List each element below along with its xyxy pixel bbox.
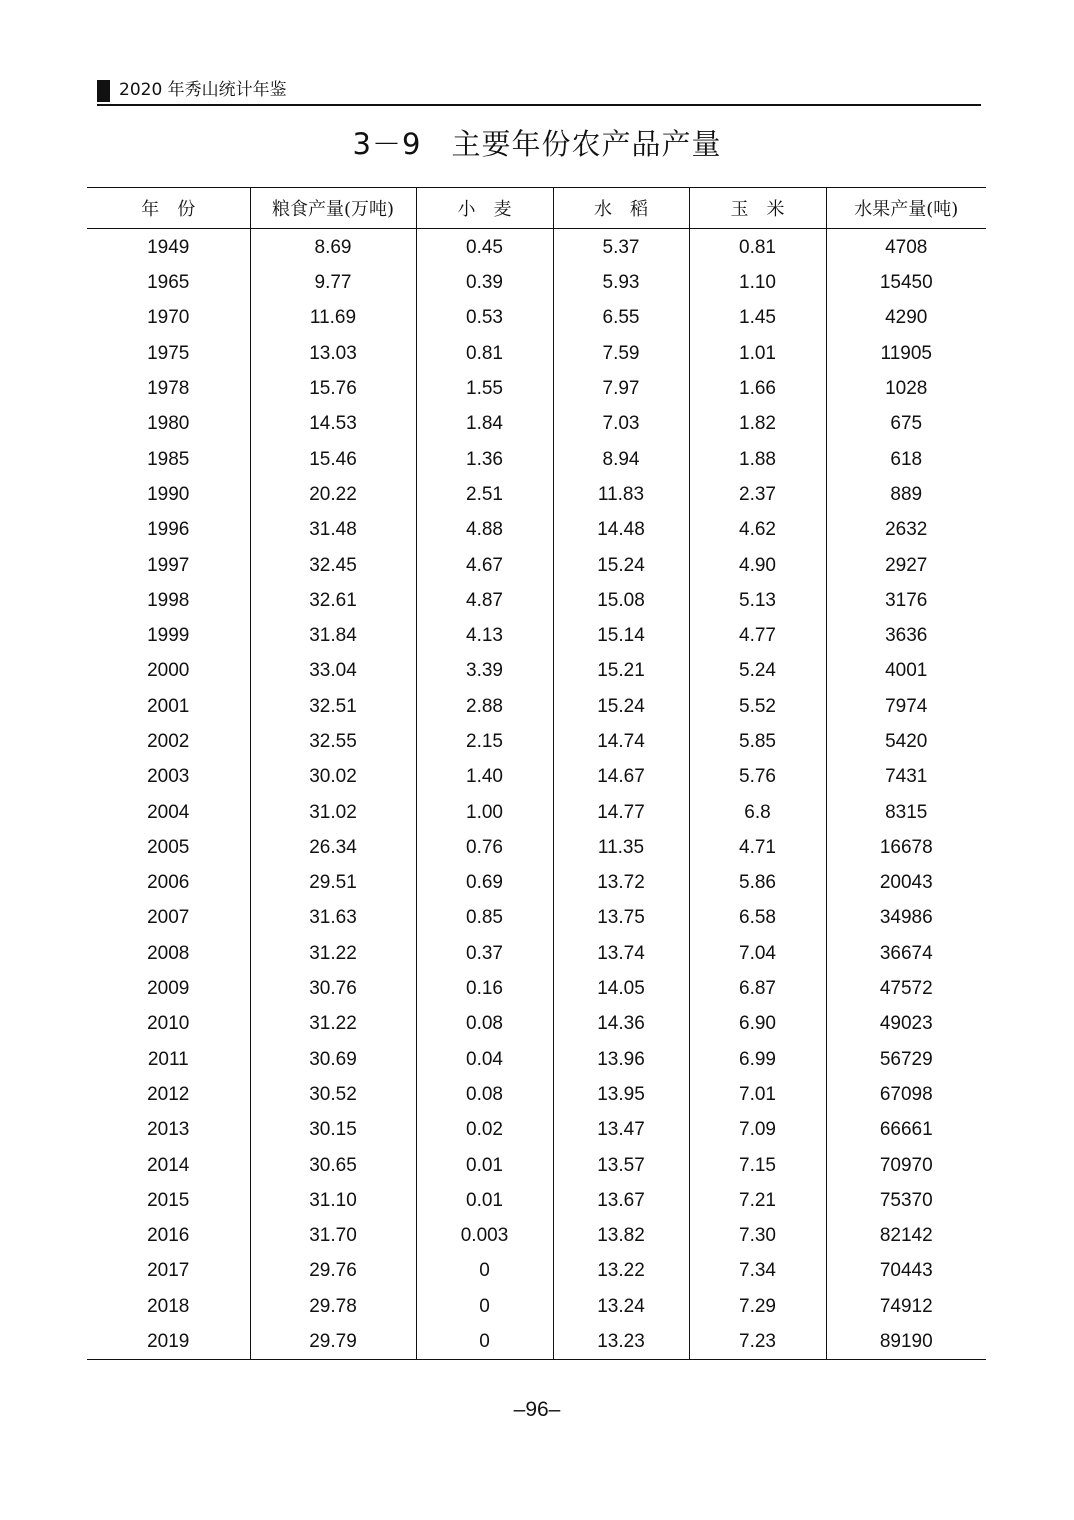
cell-wheat: 0.01 xyxy=(416,1183,553,1218)
cell-year: 1949 xyxy=(147,237,190,258)
cell-corn: 1.45 xyxy=(689,300,826,335)
cell-grain: 30.02 xyxy=(250,759,416,794)
table-row xyxy=(87,1324,986,1360)
cell-rice: 13.96 xyxy=(553,1042,689,1077)
cell-rice: 14.36 xyxy=(553,1006,689,1041)
cell-fruit: 56729 xyxy=(826,1042,986,1077)
cell-year: 1970 xyxy=(147,307,190,329)
cell-fruit: 2927 xyxy=(826,547,986,582)
cell-fruit: 70970 xyxy=(826,1147,986,1182)
table-row xyxy=(87,1042,986,1077)
cell-grain: 31.22 xyxy=(250,1006,416,1041)
cell-fruit: 4001 xyxy=(826,653,986,688)
cell-rice: 8.94 xyxy=(553,441,689,476)
cell-wheat: 0.003 xyxy=(416,1218,553,1253)
cell-fruit: 889 xyxy=(826,477,986,512)
table-row xyxy=(87,830,986,865)
cell-wheat: 1.40 xyxy=(416,759,553,794)
table-row xyxy=(87,794,986,829)
cell-fruit: 4708 xyxy=(826,229,986,266)
cell-grain: 33.04 xyxy=(250,653,416,688)
cell-year: 2012 xyxy=(147,1083,190,1105)
cell-rice: 13.75 xyxy=(553,900,689,935)
cell-grain: 31.48 xyxy=(250,512,416,547)
page-number: –96– xyxy=(513,1398,561,1421)
cell-wheat: 0.02 xyxy=(416,1112,553,1147)
cell-corn: 4.77 xyxy=(689,618,826,653)
table-body xyxy=(87,229,986,1360)
cell-rice: 13.23 xyxy=(553,1324,689,1360)
cell-fruit: 5420 xyxy=(826,724,986,759)
table-row xyxy=(87,1112,986,1147)
cell-corn: 5.24 xyxy=(689,653,826,688)
cell-fruit: 618 xyxy=(826,441,986,476)
cell-year: 2011 xyxy=(147,1048,189,1070)
cell-rice: 13.72 xyxy=(553,865,689,900)
cell-fruit: 75370 xyxy=(826,1183,986,1218)
cell-year: 1965 xyxy=(147,272,190,294)
table-row xyxy=(87,1006,986,1041)
table-title: 3－9 主要年份农产品产量 xyxy=(352,127,722,161)
table-row xyxy=(87,406,986,441)
cell-grain: 15.76 xyxy=(250,371,416,406)
cell-grain: 26.34 xyxy=(250,830,416,865)
cell-corn: 1.88 xyxy=(689,441,826,476)
cell-fruit: 4290 xyxy=(826,300,986,335)
cell-wheat: 2.88 xyxy=(416,689,553,724)
cell-rice: 15.14 xyxy=(553,618,689,653)
cell-grain: 20.22 xyxy=(250,477,416,512)
cell-wheat: 2.15 xyxy=(416,724,553,759)
cell-rice: 13.47 xyxy=(553,1112,689,1147)
cell-rice: 14.67 xyxy=(553,759,689,794)
cell-year: 2016 xyxy=(147,1225,190,1247)
cell-rice: 6.55 xyxy=(553,300,689,335)
running-header xyxy=(97,78,981,106)
cell-year: 1978 xyxy=(147,378,190,400)
cell-rice: 11.35 xyxy=(553,830,689,865)
cell-year: 2018 xyxy=(147,1295,190,1317)
cell-fruit: 36674 xyxy=(826,936,986,971)
cell-year: 2008 xyxy=(147,942,190,964)
cell-fruit: 3176 xyxy=(826,583,986,618)
column-header-grain: 粮食产量(万吨) xyxy=(250,188,416,229)
cell-fruit: 66661 xyxy=(826,1112,986,1147)
cell-wheat: 4.13 xyxy=(416,618,553,653)
cell-fruit: 47572 xyxy=(826,971,986,1006)
cell-grain: 31.02 xyxy=(250,794,416,829)
cell-grain: 11.69 xyxy=(250,300,416,335)
cell-year: 2010 xyxy=(147,1013,190,1035)
cell-corn: 1.10 xyxy=(689,265,826,300)
cell-wheat: 0.53 xyxy=(416,300,553,335)
cell-rice: 13.22 xyxy=(553,1253,689,1288)
cell-year: 2005 xyxy=(147,836,190,858)
table-row xyxy=(87,512,986,547)
cell-fruit: 7974 xyxy=(826,689,986,724)
cell-rice: 7.97 xyxy=(553,371,689,406)
table-row xyxy=(87,1147,986,1182)
cell-wheat: 1.84 xyxy=(416,406,553,441)
cell-wheat: 0.04 xyxy=(416,1042,553,1077)
cell-rice: 13.82 xyxy=(553,1218,689,1253)
cell-fruit: 67098 xyxy=(826,1077,986,1112)
cell-corn: 5.85 xyxy=(689,724,826,759)
cell-corn: 7.29 xyxy=(689,1289,826,1324)
cell-rice: 15.08 xyxy=(553,583,689,618)
table-row xyxy=(87,1253,986,1288)
table-row xyxy=(87,936,986,971)
cell-grain: 30.65 xyxy=(250,1147,416,1182)
table-row xyxy=(87,229,986,266)
header-row xyxy=(87,188,986,229)
cell-fruit: 82142 xyxy=(826,1218,986,1253)
table-row xyxy=(87,865,986,900)
cell-wheat: 0 xyxy=(416,1289,553,1324)
table-row xyxy=(87,441,986,476)
cell-rice: 11.83 xyxy=(553,477,689,512)
cell-grain: 32.51 xyxy=(250,689,416,724)
cell-year: 2009 xyxy=(147,978,190,1000)
cell-rice: 15.24 xyxy=(553,547,689,582)
cell-corn: 7.34 xyxy=(689,1253,826,1288)
cell-corn: 7.23 xyxy=(689,1324,826,1360)
cell-grain: 31.22 xyxy=(250,936,416,971)
cell-fruit: 20043 xyxy=(826,865,986,900)
cell-year: 2015 xyxy=(147,1189,190,1211)
cell-year: 2006 xyxy=(147,872,190,894)
cell-corn: 7.01 xyxy=(689,1077,826,1112)
cell-rice: 15.24 xyxy=(553,689,689,724)
cell-wheat: 0.08 xyxy=(416,1077,553,1112)
cell-corn: 7.21 xyxy=(689,1183,826,1218)
table-row xyxy=(87,300,986,335)
cell-wheat: 0 xyxy=(416,1253,553,1288)
cell-corn: 7.30 xyxy=(689,1218,826,1253)
table-row xyxy=(87,1218,986,1253)
table-row xyxy=(87,724,986,759)
cell-fruit: 675 xyxy=(826,406,986,441)
cell-year: 2019 xyxy=(87,1324,250,1360)
cell-fruit: 8315 xyxy=(826,794,986,829)
cell-fruit: 15450 xyxy=(826,265,986,300)
cell-fruit: 70443 xyxy=(826,1253,986,1288)
cell-fruit: 7431 xyxy=(826,759,986,794)
table-row xyxy=(87,759,986,794)
cell-wheat: 0.37 xyxy=(416,936,553,971)
cell-fruit: 2632 xyxy=(826,512,986,547)
cell-grain: 29.51 xyxy=(250,865,416,900)
cell-corn: 6.87 xyxy=(689,971,826,1006)
cell-rice: 13.57 xyxy=(553,1147,689,1182)
cell-wheat: 0.39 xyxy=(416,265,553,300)
cell-corn: 6.99 xyxy=(689,1042,826,1077)
cell-wheat: 0.45 xyxy=(416,229,553,266)
cell-corn: 5.76 xyxy=(689,759,826,794)
column-header-fruit: 水果产量(吨) xyxy=(826,188,986,229)
table-row xyxy=(87,900,986,935)
cell-grain: 30.69 xyxy=(250,1042,416,1077)
cell-grain: 29.76 xyxy=(250,1253,416,1288)
cell-corn: 6.58 xyxy=(689,900,826,935)
cell-wheat: 4.67 xyxy=(416,547,553,582)
cell-rice: 13.95 xyxy=(553,1077,689,1112)
cell-grain: 32.61 xyxy=(250,583,416,618)
cell-year: 1996 xyxy=(147,519,190,541)
cell-rice: 14.74 xyxy=(553,724,689,759)
cell-year: 1998 xyxy=(147,589,190,611)
cell-grain: 8.69 xyxy=(250,229,416,266)
cell-year: 2003 xyxy=(147,766,190,788)
cell-rice: 7.03 xyxy=(553,406,689,441)
cell-fruit: 3636 xyxy=(826,618,986,653)
cell-rice: 15.21 xyxy=(553,653,689,688)
cell-year: 1997 xyxy=(147,554,190,576)
cell-corn: 4.62 xyxy=(689,512,826,547)
cell-wheat: 1.36 xyxy=(416,441,553,476)
table-row xyxy=(87,336,986,371)
header-marker xyxy=(97,80,110,102)
cell-year: 2007 xyxy=(147,907,190,929)
cell-wheat: 1.00 xyxy=(416,794,553,829)
cell-corn: 4.71 xyxy=(689,830,826,865)
cell-corn: 1.82 xyxy=(689,406,826,441)
production-table xyxy=(87,187,986,1360)
cell-year: 2000 xyxy=(147,660,190,682)
cell-fruit: 34986 xyxy=(826,900,986,935)
cell-wheat: 0.85 xyxy=(416,900,553,935)
cell-year: 1990 xyxy=(147,483,190,505)
cell-corn: 6.8 xyxy=(689,794,826,829)
cell-year: 2002 xyxy=(147,731,190,752)
cell-rice: 13.67 xyxy=(553,1183,689,1218)
cell-rice: 14.77 xyxy=(553,794,689,829)
cell-year: 1999 xyxy=(147,625,190,647)
cell-wheat: 3.39 xyxy=(416,653,553,688)
column-header-corn: 玉 米 xyxy=(689,188,826,229)
cell-wheat: 0.76 xyxy=(416,830,553,865)
table-row xyxy=(87,265,986,300)
cell-corn: 5.86 xyxy=(689,865,826,900)
cell-year: 2014 xyxy=(147,1154,190,1176)
cell-corn: 1.01 xyxy=(689,336,826,371)
cell-rice: 13.24 xyxy=(553,1289,689,1324)
header-text: 2020 年秀山统计年鉴 xyxy=(119,80,287,100)
cell-grain: 30.76 xyxy=(250,971,416,1006)
cell-grain: 29.78 xyxy=(250,1289,416,1324)
cell-corn: 2.37 xyxy=(689,477,826,512)
cell-rice: 5.93 xyxy=(553,265,689,300)
table-row xyxy=(87,689,986,724)
column-header-rice: 水 稻 xyxy=(553,188,689,229)
cell-rice: 13.74 xyxy=(553,936,689,971)
cell-grain: 30.15 xyxy=(250,1112,416,1147)
column-header-year: 年 份 xyxy=(87,188,250,229)
cell-wheat: 0.01 xyxy=(416,1147,553,1182)
cell-year: 2004 xyxy=(147,801,190,823)
cell-wheat: 0.16 xyxy=(416,971,553,1006)
cell-fruit: 1028 xyxy=(826,371,986,406)
cell-year: 1975 xyxy=(147,342,190,364)
cell-corn: 7.15 xyxy=(689,1147,826,1182)
table-row xyxy=(87,477,986,512)
cell-grain: 15.46 xyxy=(250,441,416,476)
cell-wheat: 0 xyxy=(416,1324,553,1360)
cell-year: 1980 xyxy=(147,413,190,435)
cell-corn: 0.81 xyxy=(689,229,826,266)
cell-year: 2001 xyxy=(147,695,190,717)
table-row xyxy=(87,653,986,688)
cell-grain: 31.63 xyxy=(250,900,416,935)
cell-corn: 1.66 xyxy=(689,371,826,406)
cell-fruit: 16678 xyxy=(826,830,986,865)
cell-wheat: 4.88 xyxy=(416,512,553,547)
table-row xyxy=(87,1289,986,1324)
cell-year: 2013 xyxy=(147,1119,190,1141)
cell-grain: 9.77 xyxy=(250,265,416,300)
cell-fruit: 89190 xyxy=(826,1324,986,1360)
cell-wheat: 0.69 xyxy=(416,865,553,900)
table-row xyxy=(87,1077,986,1112)
cell-year: 1985 xyxy=(147,448,190,470)
table-row xyxy=(87,1183,986,1218)
cell-rice: 14.05 xyxy=(553,971,689,1006)
column-header-wheat: 小 麦 xyxy=(416,188,553,229)
cell-wheat: 4.87 xyxy=(416,583,553,618)
cell-grain: 31.70 xyxy=(250,1218,416,1253)
cell-corn: 4.90 xyxy=(689,547,826,582)
table-row xyxy=(87,547,986,582)
cell-grain: 31.10 xyxy=(250,1183,416,1218)
cell-rice: 14.48 xyxy=(553,512,689,547)
cell-corn: 6.90 xyxy=(689,1006,826,1041)
table-row xyxy=(87,618,986,653)
cell-grain: 32.45 xyxy=(250,547,416,582)
cell-corn: 5.13 xyxy=(689,583,826,618)
table-row xyxy=(87,371,986,406)
table-row xyxy=(87,583,986,618)
cell-wheat: 0.81 xyxy=(416,336,553,371)
cell-grain: 31.84 xyxy=(250,618,416,653)
cell-wheat: 0.08 xyxy=(416,1006,553,1041)
cell-rice: 7.59 xyxy=(553,336,689,371)
cell-grain: 30.52 xyxy=(250,1077,416,1112)
cell-year: 2017 xyxy=(147,1260,190,1282)
cell-rice: 5.37 xyxy=(553,229,689,266)
cell-fruit: 74912 xyxy=(826,1289,986,1324)
cell-corn: 7.09 xyxy=(689,1112,826,1147)
cell-grain: 29.79 xyxy=(250,1324,416,1360)
cell-wheat: 1.55 xyxy=(416,371,553,406)
cell-fruit: 11905 xyxy=(826,336,986,371)
cell-grain: 14.53 xyxy=(250,406,416,441)
cell-corn: 5.52 xyxy=(689,689,826,724)
cell-grain: 13.03 xyxy=(250,336,416,371)
cell-fruit: 49023 xyxy=(826,1006,986,1041)
cell-corn: 7.04 xyxy=(689,936,826,971)
table-row xyxy=(87,971,986,1006)
cell-wheat: 2.51 xyxy=(416,477,553,512)
cell-grain: 32.55 xyxy=(250,724,416,759)
